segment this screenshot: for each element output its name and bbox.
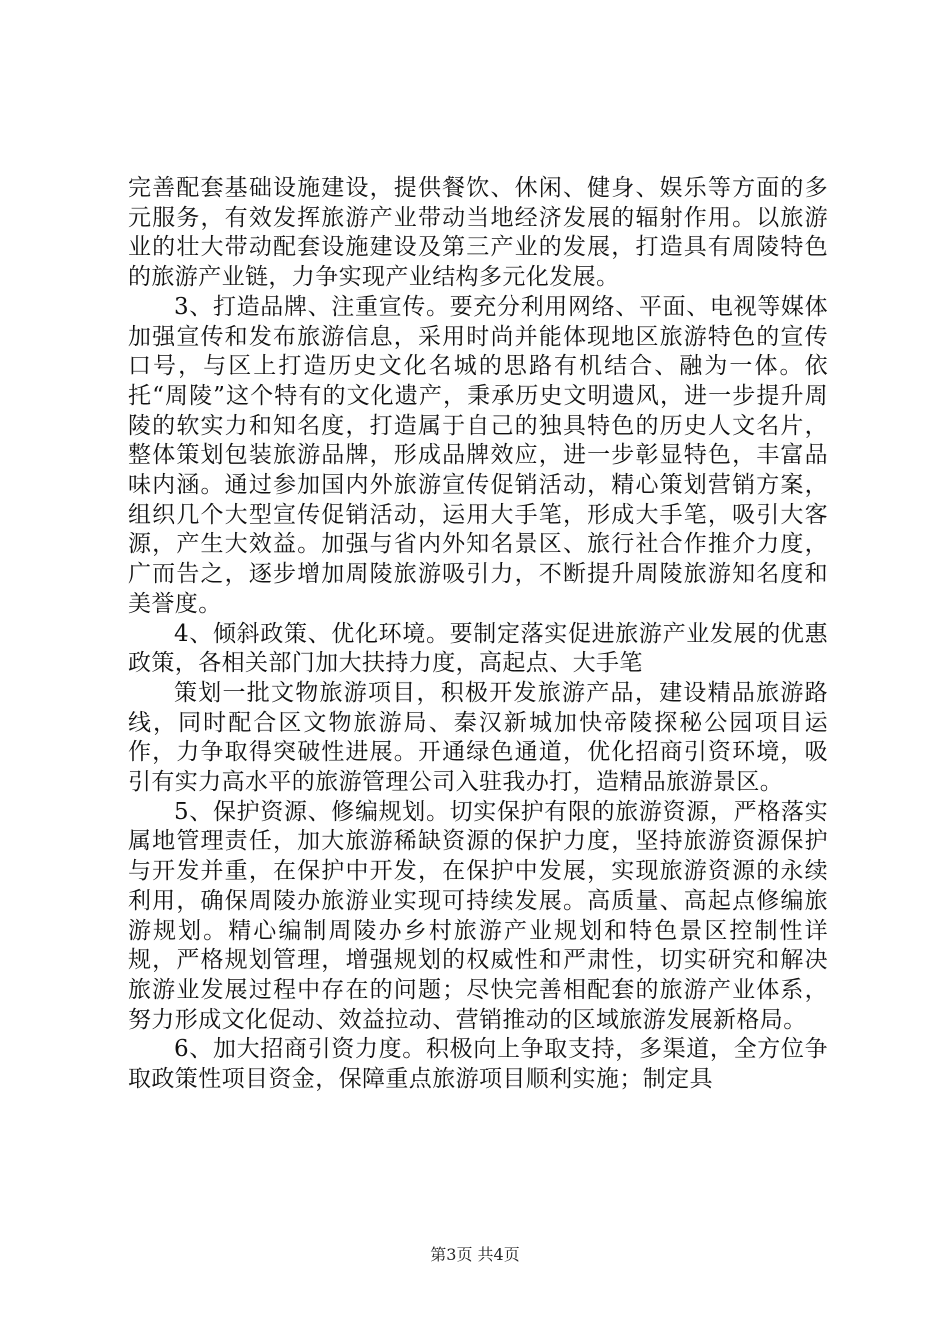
paragraph-resources: 5、保护资源、修编规划。切实保护有限的旅游资源，严格落实属地管理责任，加大旅游稀缺资源的保护力度，坚持旅游资源保护与开发并重，在保护中开发，在保护中发展，实现旅游资源的永续利用，确保周陵办旅游业实现可持续发展。高质量、高起点修编旅游规划。精心编制周陵办乡村旅游产业规划和特色景区控制性详规，严格规划管理，增强规划的权威性和严肃性，切实研究和解决旅游业发展过程中存在的问题；尽快完善相配套的旅游产业体系，努力形成文化促动、效益拉动、营销推动的区域旅游发展新格局。 <box>128 798 828 1033</box>
document-body <box>128 174 828 1095</box>
paragraph-branding: 3、打造品牌、注重宣传。要充分利用网络、平面、电视等媒体加强宣传和发布旅游信息，采用时尚并能体现地区旅游特色的宣传口号，与区上打造历史文化名城的思路有机结合、融为一体。依托“周陵”这个特有的文化遗产，秉承历史文明遗风，进一步提升周陵的软实力和知名度，打造属于自己的独具特色的历史人文名片，整体策划包装旅游品牌，形成品牌效应，进一步彰显特色，丰富品味内涵。通过参加国内外旅游宣传促销活动，精心策划营销方案，组织几个大型宣传促销活动，运用大手笔，形成大手笔，吸引大客源，产生大效益。加强与省内外知名景区、旅行社合作推介力度，广而告之，逐步增加周陵旅游吸引力，不断提升周陵旅游知名度和美誉度。 <box>128 293 828 617</box>
paragraph-investment: 6、加大招商引资力度。积极向上争取支持，多渠道，全方位争取政策性项目资金，保障重点旅游项目顺利实施；制定具 <box>128 1036 828 1093</box>
paragraph-policy: 4、倾斜政策、优化环境。要制定落实促进旅游产业发展的优惠政策，各相关部门加大扶持力度，高起点、大手笔 <box>128 620 828 677</box>
paragraph-projects: 策划一批文物旅游项目，积极开发旅游产品，建设精品旅游路线，同时配合区文物旅游局、秦汉新城加快帝陵探秘公园项目运作，力争取得突破性进展。开通绿色通道，优化招商引资环境，吸引有实力高水平的旅游管理公司入驻我办打，造精品旅游景区。 <box>128 679 828 796</box>
page-number: 第3页 共4页 <box>430 1245 520 1264</box>
paragraph-continuation: 完善配套基础设施建设，提供餐饮、休闲、健身、娱乐等方面的多元服务，有效发挥旅游产业带动当地经济发展的辐射作用。以旅游业的壮大带动配套设施建设及第三产业的发展，打造具有周陵特色的旅游产业链，力争实现产业结构多元化发展。 <box>128 175 828 291</box>
